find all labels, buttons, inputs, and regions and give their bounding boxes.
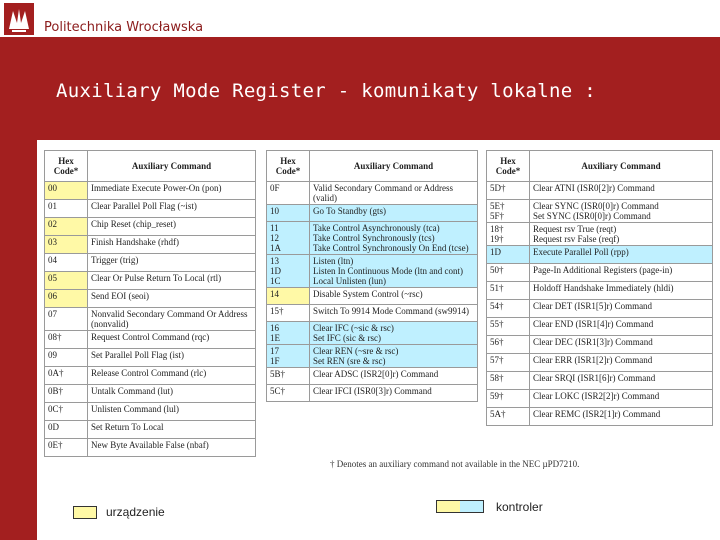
table-row	[487, 264, 713, 282]
table-row	[267, 322, 478, 345]
hex-code-header: Hex Code*	[487, 151, 530, 182]
table-row	[487, 200, 713, 223]
hex-code-cell: 50†	[487, 264, 530, 282]
command-cell: Set Parallel Poll Flag (ist)	[88, 349, 256, 367]
command-cell: Untalk Command (lut)	[88, 385, 256, 403]
command-cell: Send EOI (seoi)	[88, 290, 256, 308]
hex-code-cell: 03	[45, 236, 88, 254]
table-row	[487, 282, 713, 300]
command-cell: Clear ADSC (ISR2[0]r) Command	[310, 368, 478, 385]
command-cell: Clear LOKC (ISR2[2]r) Command	[530, 390, 713, 408]
hex-code-cell: 17 1F	[267, 345, 310, 368]
table-row	[45, 331, 256, 349]
command-cell: Nonvalid Secondary Command Or Address (nonvalid)	[88, 308, 256, 331]
hex-code-cell: 5D†	[487, 182, 530, 200]
command-table-1	[44, 150, 256, 457]
table-row	[45, 236, 256, 254]
table-row	[487, 300, 713, 318]
left-strip	[0, 37, 37, 540]
command-cell: Take Control Asynchronously (tca) Take Control Synchronously (tcs) Take Control Synchronously On End (tcse)	[310, 222, 478, 255]
table-row	[45, 367, 256, 385]
table-row	[487, 223, 713, 246]
table-row	[267, 255, 478, 288]
command-cell: Clear SRQI (ISR1[6]r) Command	[530, 372, 713, 390]
command-cell: Unlisten Command (lul)	[88, 403, 256, 421]
header-row	[267, 151, 478, 182]
table-row	[45, 439, 256, 457]
hex-code-cell: 54†	[487, 300, 530, 318]
table-row	[45, 218, 256, 236]
command-table-3	[486, 150, 713, 426]
command-cell: Clear IFCI (ISR0[3]r) Command	[310, 385, 478, 402]
table-row	[267, 368, 478, 385]
hex-code-cell: 5E† 5F†	[487, 200, 530, 223]
command-cell: Clear DEC (ISR1[3]r) Command	[530, 336, 713, 354]
hex-code-cell: 59†	[487, 390, 530, 408]
command-cell: Page-In Additional Registers (page-in)	[530, 264, 713, 282]
table-row	[267, 345, 478, 368]
hex-code-cell: 51†	[487, 282, 530, 300]
table-row	[267, 305, 478, 322]
hex-code-cell: 02	[45, 218, 88, 236]
table-row	[487, 408, 713, 426]
footnote: † Denotes an auxiliary command not available in the NEC µPD7210.	[330, 459, 580, 469]
command-cell: Request rsv True (reqt) Request rsv False (reqf)	[530, 223, 713, 246]
hex-code-cell: 5A†	[487, 408, 530, 426]
command-cell: Disable System Control (~rsc)	[310, 288, 478, 305]
hex-code-cell: 14	[267, 288, 310, 305]
command-cell: Clear ATNI (ISR0[2]r) Command	[530, 182, 713, 200]
table-row	[487, 354, 713, 372]
hex-code-cell: 5C†	[267, 385, 310, 402]
command-cell: Go To Standby (gts)	[310, 205, 478, 222]
aux-command-header: Auxiliary Command	[530, 151, 713, 182]
command-cell: Clear SYNC (ISR0[0]r) Command Set SYNC (ISR0[0]r) Command	[530, 200, 713, 223]
command-cell: Immediate Execute Power-On (pon)	[88, 182, 256, 200]
table-row	[487, 336, 713, 354]
hex-code-cell: 1D	[487, 246, 530, 264]
command-cell: Release Control Command (rlc)	[88, 367, 256, 385]
hex-code-cell: 08†	[45, 331, 88, 349]
table-row	[45, 290, 256, 308]
slide-title: Auxiliary Mode Register - komunikaty lokalne :	[56, 80, 596, 102]
hex-code-cell: 04	[45, 254, 88, 272]
hex-code-cell: 09	[45, 349, 88, 367]
hex-code-cell: 16 1E	[267, 322, 310, 345]
hex-code-cell: 57†	[487, 354, 530, 372]
hex-code-cell: 18† 19†	[487, 223, 530, 246]
hex-code-cell: 5B†	[267, 368, 310, 385]
command-cell: Holdoff Handshake Immediately (hldi)	[530, 282, 713, 300]
hex-code-cell: 01	[45, 200, 88, 218]
table-row	[45, 403, 256, 421]
hex-code-cell: 00	[45, 182, 88, 200]
legend-swatch-device	[73, 506, 97, 519]
table-row	[487, 182, 713, 200]
command-cell: Clear IFC (~sic & rsc) Set IFC (sic & rsc)	[310, 322, 478, 345]
legend-label-device: urządzenie	[106, 505, 165, 519]
university-name: Politechnika Wrocławska	[44, 20, 204, 35]
hex-code-cell: 0D	[45, 421, 88, 439]
table-row	[45, 421, 256, 439]
command-cell: Clear REN (~sre & rsc) Set REN (sre & rsc)	[310, 345, 478, 368]
command-table-2	[266, 150, 478, 402]
university-logo-icon	[4, 3, 34, 35]
table-row	[487, 372, 713, 390]
register-table	[44, 150, 256, 457]
table-row	[267, 288, 478, 305]
legend-swatch-controller	[436, 500, 484, 513]
command-cell: Switch To 9914 Mode Command (sw9914)	[310, 305, 478, 322]
hex-code-cell: 58†	[487, 372, 530, 390]
command-cell: Clear REMC (ISR2[1]r) Command	[530, 408, 713, 426]
aux-command-header: Auxiliary Command	[88, 151, 256, 182]
table-row	[267, 385, 478, 402]
hex-code-cell: 07	[45, 308, 88, 331]
command-cell: Clear END (ISR1[4]r) Command	[530, 318, 713, 336]
aux-command-header: Auxiliary Command	[310, 151, 478, 182]
command-cell: Chip Reset (chip_reset)	[88, 218, 256, 236]
hex-code-cell: 15†	[267, 305, 310, 322]
table-row	[45, 385, 256, 403]
table-row	[45, 182, 256, 200]
legend-label-controller: kontroler	[496, 500, 543, 514]
hex-code-cell: 0C†	[45, 403, 88, 421]
table-row	[45, 308, 256, 331]
hex-code-cell: 55†	[487, 318, 530, 336]
table-row	[45, 349, 256, 367]
hex-code-header: Hex Code*	[267, 151, 310, 182]
table-row	[487, 246, 713, 264]
command-cell: Execute Parallel Poll (rpp)	[530, 246, 713, 264]
hex-code-cell: 0F	[267, 182, 310, 205]
header-row	[45, 151, 256, 182]
table-row	[45, 272, 256, 290]
table-row	[267, 182, 478, 205]
table-row	[45, 254, 256, 272]
top-bar	[0, 0, 720, 37]
table-row	[267, 205, 478, 222]
table-row	[45, 200, 256, 218]
hex-code-cell: 06	[45, 290, 88, 308]
command-cell: Clear DET (ISR1[5]r) Command	[530, 300, 713, 318]
table-row	[487, 390, 713, 408]
register-table	[266, 150, 478, 402]
hex-code-cell: 56†	[487, 336, 530, 354]
register-table	[486, 150, 713, 426]
command-cell: Finish Handshake (rhdf)	[88, 236, 256, 254]
command-cell: Listen (ltn) Listen In Continuous Mode (ltn and cont) Local Unlisten (lun)	[310, 255, 478, 288]
hex-code-cell: 0E†	[45, 439, 88, 457]
hex-code-cell: 0B†	[45, 385, 88, 403]
hex-code-header: Hex Code*	[45, 151, 88, 182]
command-cell: Request Control Command (rqc)	[88, 331, 256, 349]
command-cell: Set Return To Local	[88, 421, 256, 439]
command-cell: Valid Secondary Command or Address (valid)	[310, 182, 478, 205]
hex-code-cell: 13 1D 1C	[267, 255, 310, 288]
hex-code-cell: 05	[45, 272, 88, 290]
header-row	[487, 151, 713, 182]
hex-code-cell: 10	[267, 205, 310, 222]
command-cell: Clear Or Pulse Return To Local (rtl)	[88, 272, 256, 290]
hex-code-cell: 0A†	[45, 367, 88, 385]
command-cell: New Byte Available False (nbaf)	[88, 439, 256, 457]
table-row	[487, 318, 713, 336]
table-row	[267, 222, 478, 255]
command-cell: Clear Parallel Poll Flag (~ist)	[88, 200, 256, 218]
command-cell: Clear ERR (ISR1[2]r) Command	[530, 354, 713, 372]
command-cell: Trigger (trig)	[88, 254, 256, 272]
hex-code-cell: 11 12 1A	[267, 222, 310, 255]
